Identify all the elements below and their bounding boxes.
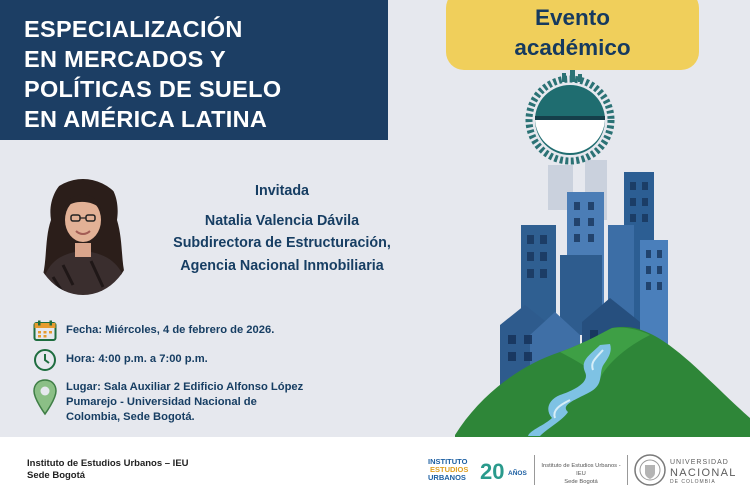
title-line: EN MERCADOS Y [24,46,226,72]
mountain [455,327,750,440]
unal-logo-text [670,459,737,486]
badge-line: académico [514,35,631,60]
ieu-logo-word: ESTUDIOS [430,465,469,474]
title-line: POLÍTICAS DE SUELO [24,76,282,102]
footer-divider [534,455,535,485]
title-line: EN AMÉRICA LATINA [24,106,268,132]
ieu-logo-word: URBANOS [428,473,466,482]
institute-line: Sede Bogotá [27,470,86,481]
place-row [33,378,353,426]
date-text: Fecha: Miércoles, 4 de febrero de 2026. [66,324,275,336]
sun-emblem [529,70,611,161]
ieu-20-years-logo [426,453,531,485]
guest-portrait [33,165,133,295]
ieu-caption-line: Sede Bogotá [564,479,598,485]
badge-line: Evento [534,5,610,30]
institute-name [27,458,189,482]
ieu-logo-years: 20 [480,459,505,484]
unal-shield-icon [632,453,668,487]
place-line: Lugar: Sala Auxiliar 2 Edificio Alfonso López [66,381,304,393]
calendar-icon [33,320,57,342]
guest-organization: Agencia Nacional Inmobiliaria [180,257,384,274]
place-line: Pumarejo - Universidad Nacional de [66,396,257,408]
event-title-banner [0,0,388,140]
guest-name: Natalia Valencia Dávila [204,212,360,229]
unal-line: NACIONAL [670,467,737,479]
ieu-logo-word: INSTITUTO [428,457,468,466]
ieu-caption-line: Instituto de Estudios Urbanos - IEU [541,463,621,477]
institute-line: Instituto de Estudios Urbanos – IEU [27,458,189,469]
event-type-badge [446,0,699,70]
footer-divider [627,455,628,485]
clock-icon [33,348,57,372]
ieu-caption [538,462,624,486]
date-row [33,320,353,344]
guest-info [132,180,432,277]
unal-line: DE COLOMBIA [670,479,716,485]
ieu-logo-years-label: AÑOS [508,470,527,477]
footer [0,437,750,500]
place-line: Colombia, Sede Bogotá. [66,411,195,423]
location-pin-icon [33,378,57,418]
title-line: ESPECIALIZACIÓN [24,16,243,42]
time-text: Hora: 4:00 p.m. a 7:00 p.m. [66,353,208,365]
unal-line: UNIVERSIDAD [670,459,729,466]
guest-label: Invitada [254,183,310,199]
guest-role: Subdirectora de Estructuración, [173,235,391,251]
time-row [33,348,353,372]
